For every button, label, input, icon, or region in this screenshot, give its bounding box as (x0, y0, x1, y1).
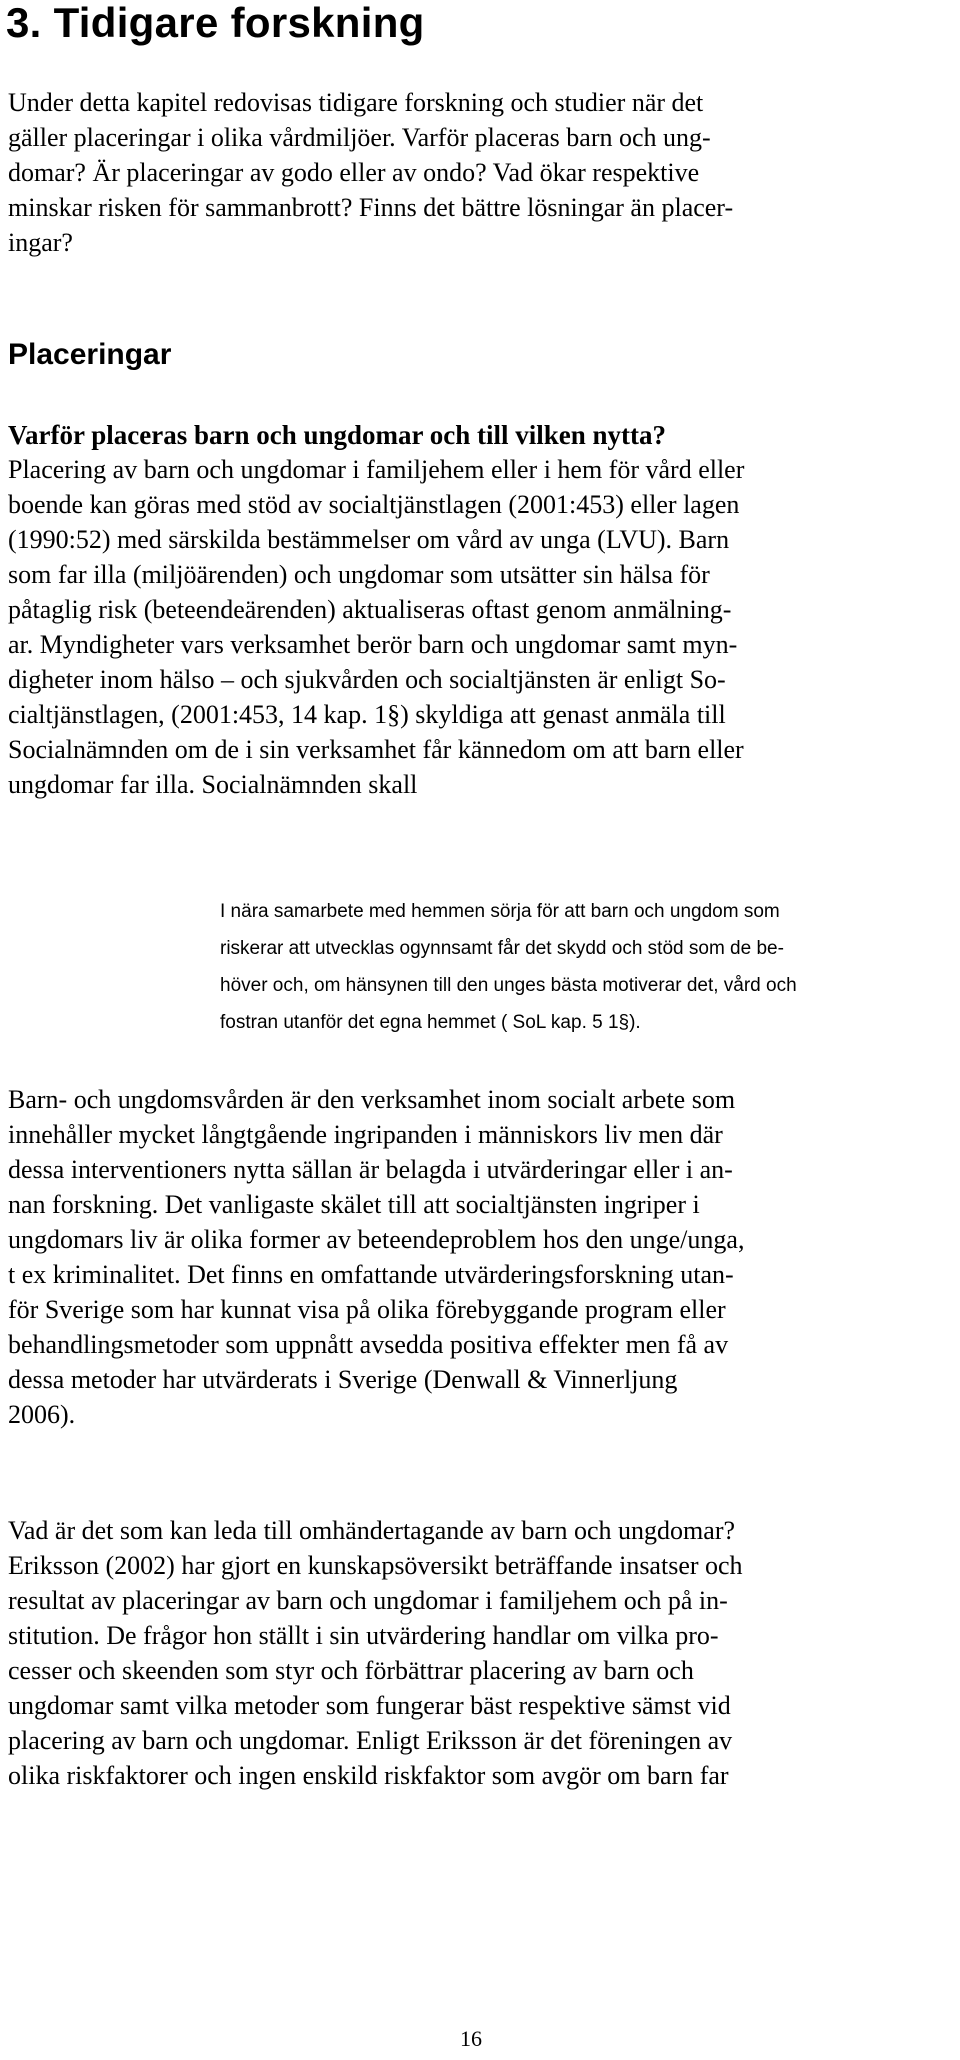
text-line: ungdomars liv är olika former av beteendeproblem hos den unge/unga, (8, 1225, 745, 1254)
text-line: ar. Myndigheter vars verksamhet berör barn och ungdomar samt myn- (8, 630, 738, 659)
text-line: påtaglig risk (beteendeärenden) aktualiseras oftast genom anmälning- (8, 595, 732, 624)
text-line: Barn- och ungdomsvården är den verksamhet inom socialt arbete som (8, 1085, 736, 1114)
text-line: cesser och skeenden som styr och förbättrar placering av barn och (8, 1656, 694, 1685)
text-line: t ex kriminalitet. Det finns en omfattande utvärderingsforskning utan- (8, 1260, 734, 1289)
section-heading: Placeringar (8, 338, 172, 371)
text-line: olika riskfaktorer och ingen enskild riskfaktor som avgör om barn far (8, 1761, 729, 1790)
paragraph-placering (8, 452, 958, 802)
chapter-title: 3. Tidigare forskning (6, 0, 425, 46)
text-line: ungdomar far illa. Socialnämnden skall (8, 770, 418, 799)
text-line: domar? Är placeringar av godo eller av ondo? Vad ökar respektive (8, 158, 700, 187)
text-line: digheter inom hälso – och sjukvården och socialtjänsten är enligt So- (8, 665, 726, 694)
text-line: dessa interventioners nytta sällan är belagda i utvärderingar eller i an- (8, 1155, 733, 1184)
text-line: Under detta kapitel redovisas tidigare forskning och studier när det (8, 88, 704, 117)
text-line: Placering av barn och ungdomar i familjehem eller i hem för vård eller (8, 455, 745, 484)
paragraph-barn-ungdomsvarden (8, 1082, 958, 1432)
subsection-heading: Varför placeras barn och ungdomar och till vilken nytta? (8, 420, 667, 450)
text-line: cialtjänstlagen, (2001:453, 14 kap. 1§) skyldiga att genast anmäla till (8, 700, 726, 729)
text-line: ungdomar samt vilka metoder som fungerar bäst respektive sämst vid (8, 1691, 731, 1720)
text-line: höver och, om hänsynen till den unges bästa motiverar det, vård och (220, 975, 797, 996)
text-line: Socialnämnden om de i sin verksamhet får kännedom om att barn eller (8, 735, 744, 764)
text-line: resultat av placeringar av barn och ungdomar i familjehem och på in- (8, 1586, 728, 1615)
text-line: boende kan göras med stöd av socialtjänstlagen (2001:453) eller lagen (8, 490, 740, 519)
text-line: I nära samarbete med hemmen sörja för att barn och ungdom som (220, 901, 780, 922)
text-line: minskar risken för sammanbrott? Finns det bättre lösningar än placer- (8, 193, 734, 222)
paragraph-omhandertagande (8, 1513, 958, 1793)
text-line: behandlingsmetoder som uppnått avsedda positiva effekter men få av (8, 1330, 729, 1359)
text-line: dessa metoder har utvärderats i Sverige (Denwall & Vinnerljung (8, 1365, 678, 1394)
text-line: (1990:52) med särskilda bestämmelser om vård av unga (LVU). Barn (8, 525, 730, 554)
text-line: ingar? (8, 228, 73, 257)
text-line: riskerar att utvecklas ogynnsamt får det skydd och stöd som de be- (220, 938, 784, 959)
text-line: för Sverige som har kunnat visa på olika förebyggande program eller (8, 1295, 726, 1324)
text-line: stitution. De frågor hon ställt i sin utvärdering handlar om vilka pro- (8, 1621, 719, 1650)
text-line: fostran utanför det egna hemmet ( SoL kap. 5 1§). (220, 1012, 641, 1033)
text-line: gäller placeringar i olika vårdmiljöer. Varför placeras barn och ung- (8, 123, 711, 152)
text-line: Vad är det som kan leda till omhändertagande av barn och ungdomar? (8, 1516, 736, 1545)
text-line: nan forskning. Det vanligaste skälet till att socialtjänsten ingriper i (8, 1190, 700, 1219)
block-quote (220, 893, 940, 1041)
page-number: 16 (460, 2026, 482, 2051)
text-line: som far illa (miljöärenden) och ungdomar som utsätter sin hälsa för (8, 560, 710, 589)
text-line: Eriksson (2002) har gjort en kunskapsöversikt beträffande insatser och (8, 1551, 743, 1580)
text-line: placering av barn och ungdomar. Enligt Eriksson är det föreningen av (8, 1726, 733, 1755)
text-line: 2006). (8, 1400, 76, 1429)
intro-paragraph (8, 85, 958, 260)
text-line: innehåller mycket långtgående ingripanden i människors liv men där (8, 1120, 723, 1149)
